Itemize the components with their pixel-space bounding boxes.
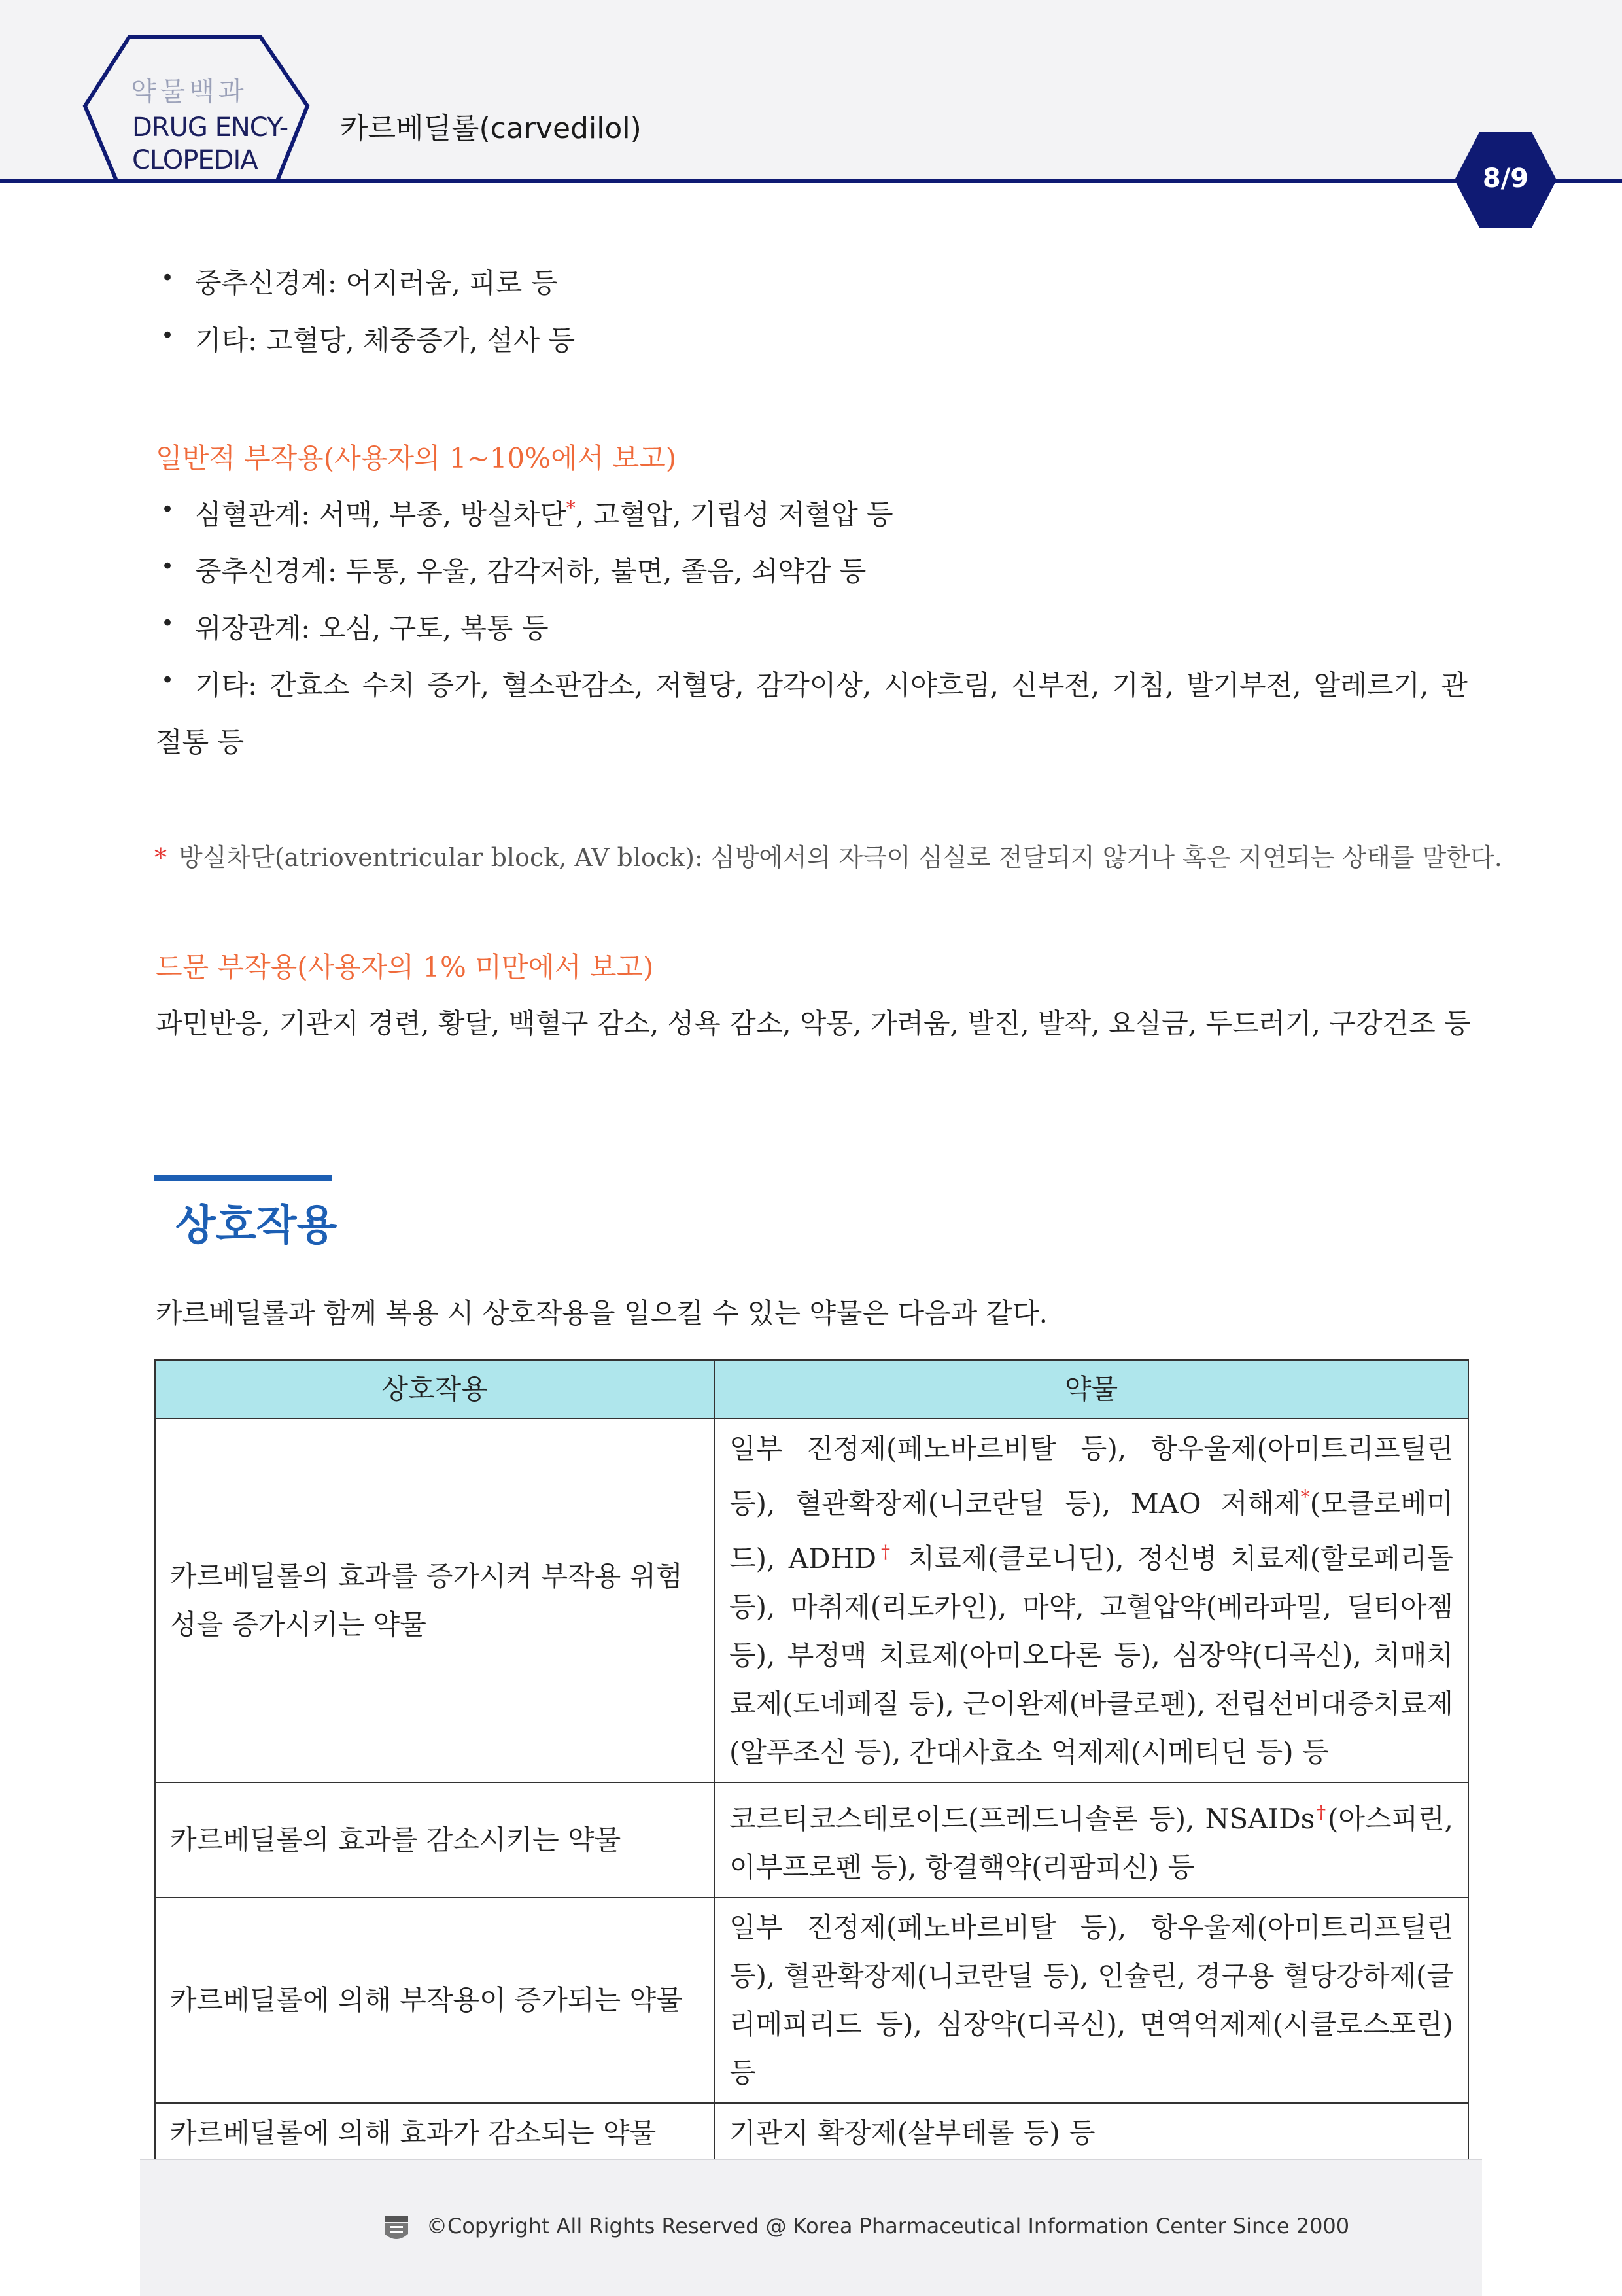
table-row: [155, 2103, 1468, 2163]
logo-english-line-1: DRUG ENCY-: [132, 113, 288, 143]
table-cell-drugs: 기관지 확장제(살부테롤 등) 등: [714, 2103, 1468, 2163]
footnote-text: 방실차단(atrioventricular block, AV block): 심방에서의 자극이 심실로 전달되지 않거나 혹은 지연되는 상태를 말한다.: [179, 843, 1502, 872]
table-cell-drugs: [714, 1419, 1468, 1783]
bullet-dot: •: [161, 322, 175, 349]
list-item-cardiovascular: [195, 493, 893, 532]
logo-english-text: [132, 111, 288, 177]
bullet-dot: •: [161, 496, 175, 523]
drugs-text: (아스피린, 이부프로펜 등), 항결핵약(리팜피신) 등: [729, 1803, 1453, 1883]
column-header-interaction: 상호작용: [155, 1360, 714, 1419]
section-title: 상호작용: [175, 1202, 337, 1250]
logo-korean-text: 약물백과: [131, 77, 248, 107]
section-accent-bar: [154, 1175, 332, 1181]
bullet-dot: •: [161, 553, 175, 580]
kpic-emblem-icon: [382, 2213, 411, 2244]
cardio-text-a: 심혈관계: 서맥, 부종, 방실차단: [195, 498, 566, 531]
list-item-other-line-1: 기타: 간효소 수치 증가, 혈소판감소, 저혈당, 감각이상, 시야흐림, 신부전, 기침, 발기부전, 알레르기, 관: [195, 669, 1468, 701]
footnote-dagger: †: [876, 1541, 895, 1563]
column-header-drugs: 약물: [714, 1360, 1468, 1419]
section-intro: 카르베딜롤과 함께 복용 시 상호작용을 일으킬 수 있는 약물은 다음과 같다.: [156, 1297, 1048, 1329]
table-cell-effect: 카르베딜롤에 의해 부작용이 증가되는 약물: [155, 1898, 714, 2103]
table-cell-drugs: [714, 1783, 1468, 1898]
table-cell-effect: 카르베딜롤에 의해 효과가 감소되는 약물: [155, 2103, 714, 2163]
table-header-row: [155, 1360, 1468, 1419]
table-row: [155, 1898, 1468, 2103]
table-cell-effect: 카르베딜롤의 효과를 감소시키는 약물: [155, 1783, 714, 1898]
bullet-dot: •: [161, 667, 175, 693]
document-title: 카르베딜롤(carvedilol): [340, 112, 642, 145]
footnote-dagger: †: [1315, 1801, 1328, 1823]
table-row: [155, 1419, 1468, 1783]
drugs-text: (모클로베미드), ADHD: [729, 1487, 1453, 1574]
footnote-star: *: [566, 497, 576, 519]
interaction-table: [154, 1359, 1468, 2164]
rare-side-effects-heading: 드문 부작용(사용자의 1% 미만에서 보고): [156, 951, 654, 983]
logo-english-line-2: CLOPEDIA: [132, 145, 258, 175]
footnote: [154, 837, 1502, 873]
bullet-dot: •: [161, 610, 175, 636]
list-item: 중추신경계: 어지러움, 피로 등: [195, 267, 558, 299]
footnote-mark: *: [154, 843, 167, 872]
cardio-text-b: , 고혈압, 기립성 저혈압 등: [575, 498, 893, 531]
drugs-text: 일부 진정제(페노바르비탈 등), 항우울제(아미트리프틸린 등), 혈관확장제(니코란딜 등), MAO 저해제: [729, 1433, 1453, 1520]
drugs-text: 코르티코스테로이드(프레드니솔론 등), NSAIDs: [729, 1803, 1315, 1835]
table-row: [155, 1783, 1468, 1898]
table-cell-effect: 카르베딜롤의 효과를 증가시켜 부작용 위험성을 증가시키는 약물: [155, 1419, 714, 1783]
list-item: 위장관계: 오심, 구토, 복통 등: [195, 612, 549, 644]
table-cell-drugs: 일부 진정제(페노바르비탈 등), 항우울제(아미트리프틸린 등), 혈관확장제(니코란딜 등), 인슐린, 경구용 혈당강하제(글리메피리드 등), 심장약(디곡신), 면역억제제(시클로스포린) 등: [714, 1898, 1468, 2103]
bullet-dot: •: [161, 265, 175, 291]
list-item: 기타: 고혈당, 체중증가, 설사 등: [195, 324, 576, 357]
list-item: 중추신경계: 두통, 우울, 감각저하, 불면, 졸음, 쇠약감 등: [195, 555, 867, 587]
rare-side-effects-text: 과민반응, 기관지 경련, 황달, 백혈구 감소, 성욕 감소, 악몽, 가려움, 발진, 발작, 요실금, 두드러기, 구강건조 등: [156, 1007, 1471, 1039]
list-item-other-line-2: 절통 등: [156, 726, 245, 758]
common-side-effects-heading: 일반적 부작용(사용자의 1~10%에서 보고): [156, 442, 677, 474]
footnote-star: *: [1300, 1486, 1310, 1508]
drugs-text: 치료제(클로니딘), 정신병 치료제(할로페리돌 등), 마취제(리도카인), 마약, 고혈압약(베라파밀, 딜티아젬 등), 부정맥 치료제(아미오다론 등), 심장약(디곡신), 치매치료제(도네페질 등), 근이완제(바클로펜), 전립선비대증치료제(알푸조신 등), 간대사효소 억제제(시메티딘 등) 등: [729, 1542, 1454, 1768]
copyright-text: ©Copyright All Rights Reserved @ Korea Pharmaceutical Information Center Since 2000: [426, 2214, 1350, 2238]
page-number: 8/9: [1482, 164, 1529, 194]
